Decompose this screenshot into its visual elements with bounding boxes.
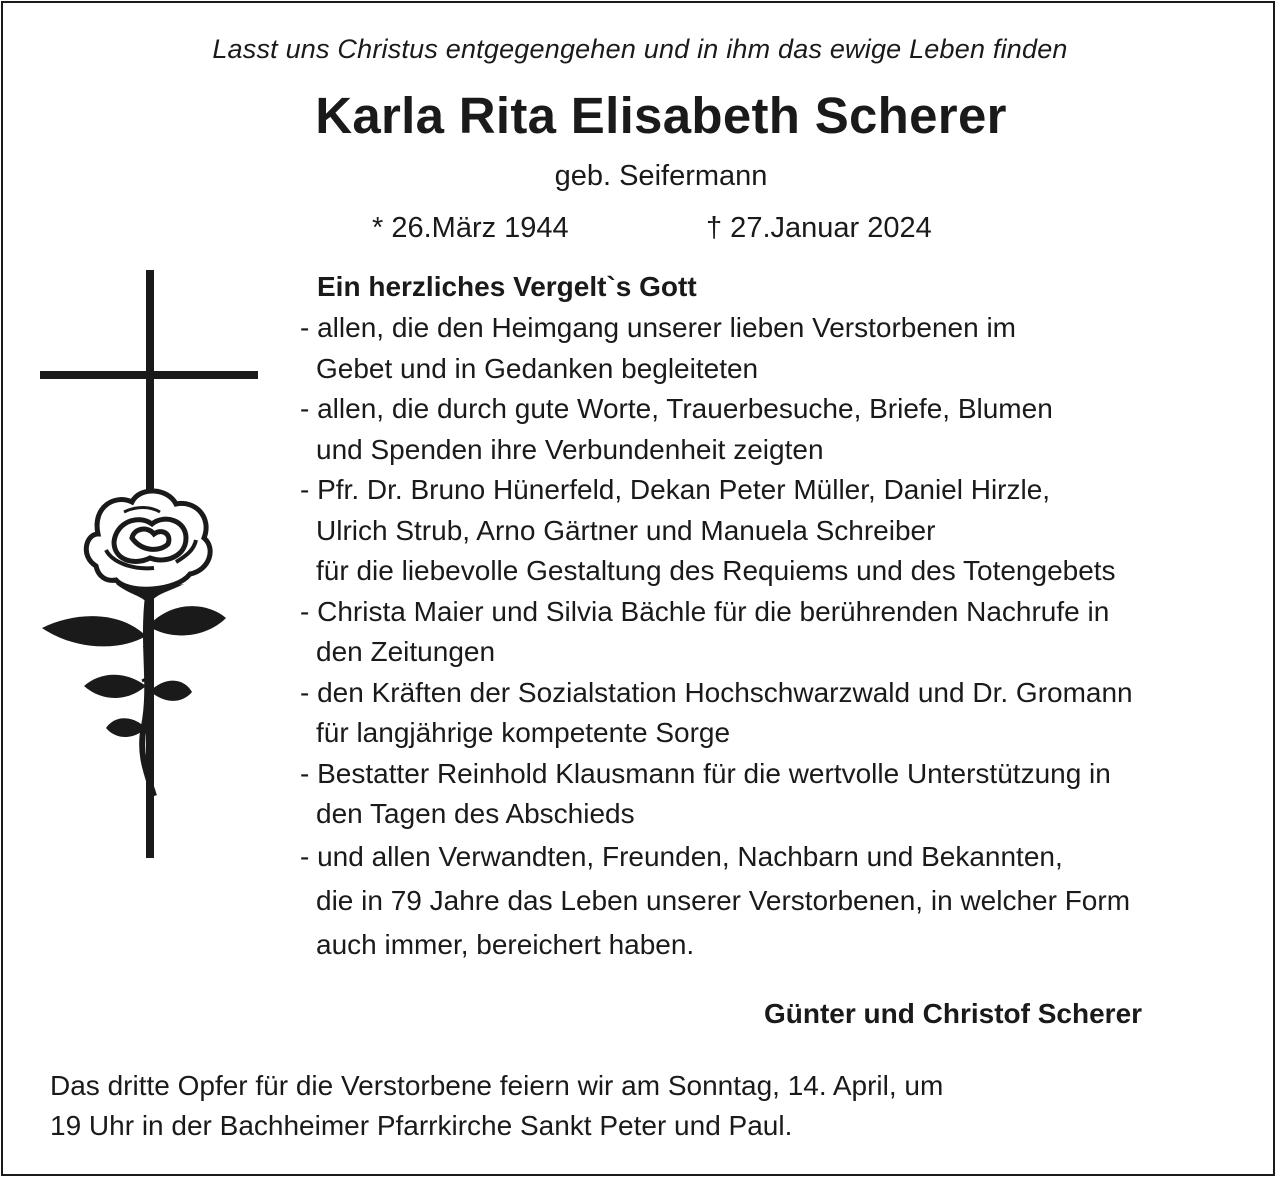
- thanks-item-first-line: - Bestatter Reinhold Klausmann für die wertvolle Unterstützung in: [300, 757, 1111, 789]
- thanks-item: [300, 673, 1260, 754]
- birth-name: geb. Seifermann: [554, 160, 768, 192]
- thanks-item-continuation: den Tagen des Abschieds: [316, 798, 635, 829]
- thanks-item: [300, 754, 1260, 835]
- signature: Günter und Christof Scherer: [764, 998, 1143, 1029]
- thanks-item-continuation: auch immer, bereichert haben.: [316, 928, 695, 960]
- thanks-item: [300, 308, 1260, 389]
- deceased-name: Karla Rita Elisabeth Scherer: [315, 87, 1007, 144]
- thanks-item-first-line: - Christa Maier und Silvia Bächle für die berührenden Nachrufe in: [300, 595, 1110, 627]
- thanks-title: Ein herzliches Vergelt`s Gott: [317, 271, 697, 302]
- thanks-item-continuation: Ulrich Strub, Arno Gärtner und Manuela Schreiber: [316, 514, 936, 546]
- thanks-item-first-line: - den Kräften der Sozialstation Hochschwarzwald und Dr. Gromann: [300, 676, 1133, 708]
- thanks-item: [300, 389, 1260, 470]
- thanks-item-continuation: für die liebevolle Gestaltung des Requiems und des Totengebets: [316, 555, 1116, 586]
- thanks-item-first-line: - allen, die durch gute Worte, Trauerbesuche, Briefe, Blumen: [300, 393, 1053, 424]
- motto: Lasst uns Christus entgegengehen und in ihm das ewige Leben finden: [212, 34, 1068, 64]
- mass-announcement: [50, 1066, 1250, 1146]
- thanks-item-continuation: für langjährige kompetente Sorge: [316, 717, 731, 748]
- mass-announcement-line: 19 Uhr in der Bachheimer Pfarrkirche Sankt Peter und Paul.: [50, 1110, 793, 1141]
- thanks-section: [300, 268, 1260, 967]
- thanks-item: [300, 835, 1260, 967]
- thanks-item-continuation: und Spenden ihre Verbundenheit zeigten: [316, 433, 824, 465]
- thanks-item: [300, 592, 1260, 673]
- mass-announcement-line: Das dritte Opfer für die Verstorbene feiern wir am Sonntag, 14. April, um: [50, 1070, 944, 1101]
- death-date: † 27.Januar 2024: [706, 212, 932, 244]
- cross-with-rose-icon: [36, 266, 266, 862]
- thanks-item-first-line: - allen, die den Heimgang unserer lieben Verstorbenen im: [300, 312, 1016, 343]
- birth-date: * 26.März 1944: [372, 212, 569, 244]
- thanks-item-continuation: Gebet und in Gedanken begleiteten: [316, 352, 759, 384]
- thanks-item-continuation: den Zeitungen: [316, 636, 496, 667]
- thanks-item-continuation: die in 79 Jahre das Leben unserer Verstorbenen, in welcher Form: [316, 884, 1131, 916]
- thanks-item-first-line: - und allen Verwandten, Freunden, Nachbarn und Bekannten,: [300, 840, 1063, 872]
- thanks-item: [300, 470, 1260, 592]
- thanks-item-first-line: - Pfr. Dr. Bruno Hünerfeld, Dekan Peter Müller, Daniel Hirzle,: [300, 474, 1051, 505]
